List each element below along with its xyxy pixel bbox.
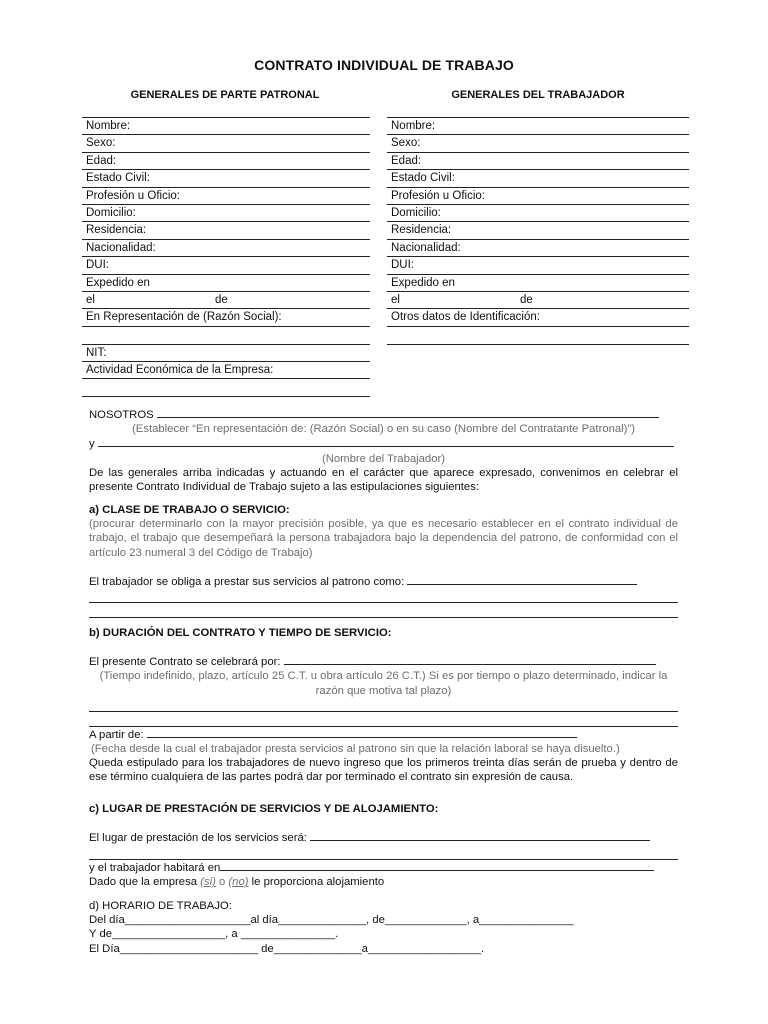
trabajador-field[interactable]: Nacionalidad: (387, 239, 689, 256)
blank-line[interactable] (89, 589, 678, 603)
nosotros-hint: (Establecer “En representación de: (Razón Social) o en su caso (Nombre del Contratante Patronal)”) (132, 423, 635, 436)
partir-label: A partir de: (89, 728, 144, 741)
horario-line-2[interactable]: Y de__________________, a _______________. (89, 928, 339, 941)
lugar-blank[interactable] (310, 830, 650, 841)
blank-line[interactable] (89, 603, 678, 617)
patronal-field[interactable]: Profesión u Oficio: (82, 187, 370, 204)
section-c (89, 802, 678, 889)
blank-line[interactable] (89, 698, 678, 712)
section-d-heading: d) HORARIO DE TRABAJO: (89, 900, 232, 912)
trabajador-field[interactable]: Sexo: (387, 134, 689, 151)
prueba-paragraph: Queda estipulado para los trabajadores de nuevo ingreso que los primeros treinta días serán de prueba y dentro de ese término cualquiera de las partes podrá dar por terminado el contrato sin expresión de causa. (89, 757, 678, 784)
trabajador-field[interactable]: Residencia: (387, 221, 689, 238)
patronal-field-end[interactable] (82, 378, 370, 397)
patronal-field[interactable]: NIT: (82, 344, 370, 361)
patronal-field[interactable]: DUI: (82, 256, 370, 273)
horario-line-3[interactable]: El Día______________________ de______________a__________________. (89, 942, 485, 955)
servicio-label: El trabajador se obliga a prestar sus servicios al patrono como: (89, 575, 405, 588)
el-label: el (391, 293, 400, 306)
heading-patronal: GENERALES DE PARTE PATRONAL (130, 89, 320, 101)
servicio-blank[interactable] (407, 574, 637, 585)
trabajador-field[interactable]: Profesión u Oficio: (387, 187, 689, 204)
section-a-heading: a) CLASE DE TRABAJO O SERVICIO: (89, 504, 290, 516)
trabajador-hint: (Nombre del Trabajador) (321, 452, 446, 465)
patronal-field[interactable]: Sexo: (82, 134, 370, 151)
habitara-label: y el trabajador habitará en (89, 861, 221, 874)
section-a-hint: (procurar determinarlo con la mayor precisión posible, ya que es necesario establecer en el contrato individual de trabajo, el trabajo que desempeñará la persona trabajadora bajo la dependencia del patrono, de conformidad con el artículo 23 numeral 3 del Código de Trabajo) (89, 518, 678, 559)
duracion-label: El presente Contrato se celebrará por: (89, 656, 281, 669)
partir-hint: (Fecha desde la cual el trabajador presta servicios al patrono sin que la relación laboral se haya disuelto.) (91, 742, 620, 755)
blank-line[interactable] (89, 712, 678, 726)
alojamiento-label: le proporciona alojamiento (251, 876, 385, 888)
duracion-hint: (Tiempo indefinido, plazo, artículo 25 C.T. u obra artículo 26 C.T.) Si es por tiempo o plazo determinado, indicar la razón que motiva tal plazo) (99, 670, 668, 697)
habitara-line[interactable] (89, 860, 678, 875)
horario-line-1[interactable]: Del día____________________al día______________, de_____________, a_______________ (89, 914, 574, 927)
duracion-blank[interactable] (284, 654, 656, 665)
patronal-field[interactable]: Edad: (82, 152, 370, 169)
servicio-line[interactable] (89, 574, 678, 589)
trabajador-name-line[interactable] (89, 436, 678, 451)
section-c-heading: c) LUGAR DE PRESTACIÓN DE SERVICIOS Y DE ALOJAMIENTO: (89, 803, 439, 815)
trabajador-field[interactable]: Domicilio: (387, 204, 689, 221)
trabajador-field[interactable]: Edad: (387, 152, 689, 169)
section-b (89, 626, 678, 784)
heading-trabajador: GENERALES DEL TRABAJADOR (451, 89, 625, 101)
patronal-field-date[interactable] (82, 291, 370, 308)
nosotros-block (89, 407, 678, 494)
patronal-field[interactable]: Residencia: (82, 221, 370, 238)
document-title: CONTRATO INDIVIDUAL DE TRABAJO (254, 57, 514, 73)
nosotros-blank[interactable] (157, 407, 659, 418)
patronal-field[interactable]: En Representación de (Razón Social): (82, 308, 370, 325)
lugar-label: El lugar de prestación de los servicios será: (89, 832, 307, 845)
section-b-heading: b) DURACIÓN DEL CONTRATO Y TIEMPO DE SERVICIO: (89, 627, 392, 639)
patronal-fields (82, 117, 370, 397)
trabajador-field-date[interactable] (387, 291, 689, 308)
habitara-blank[interactable] (220, 860, 654, 871)
patronal-field[interactable]: Nombre: (82, 117, 370, 134)
trabajador-field[interactable]: Nombre: (387, 117, 689, 134)
trabajador-field-end[interactable] (387, 326, 689, 345)
de-label: de (520, 293, 533, 306)
trabajador-field[interactable]: Estado Civil: (387, 169, 689, 186)
partir-blank[interactable] (147, 727, 577, 738)
lugar-line[interactable] (89, 830, 678, 845)
patronal-field[interactable]: Nacionalidad: (82, 239, 370, 256)
nosotros-line[interactable] (89, 407, 678, 422)
no-option[interactable]: (no) (228, 876, 249, 888)
trabajador-blank[interactable] (98, 436, 674, 447)
o-label: o (218, 876, 226, 888)
empresa-label: Dado que la empresa (89, 876, 198, 888)
el-label: el (86, 293, 95, 306)
partir-line[interactable] (89, 727, 678, 742)
trabajador-field[interactable]: DUI: (387, 256, 689, 273)
blank-line[interactable] (89, 845, 678, 859)
trabajador-field[interactable]: Otros datos de Identificación: (387, 308, 689, 325)
trabajador-fields (387, 117, 689, 345)
nosotros-label: NOSOTROS (89, 409, 154, 421)
si-option[interactable]: (si) (200, 876, 216, 888)
patronal-field[interactable] (82, 326, 370, 344)
patronal-field[interactable]: Expedido en (82, 274, 370, 291)
de-label: de (215, 293, 228, 306)
alojamiento-line (89, 875, 678, 889)
section-d (89, 899, 678, 956)
intro-paragraph: De las generales arriba indicadas y actuando en el carácter que aparece expresado, convenimos en celebrar el presente Contrato Individual de Trabajo sujeto a las estipulaciones siguientes: (89, 466, 678, 494)
y-label: y (89, 438, 95, 451)
patronal-field[interactable]: Estado Civil: (82, 169, 370, 186)
duracion-line[interactable] (89, 654, 678, 669)
patronal-field[interactable]: Actividad Económica de la Empresa: (82, 361, 370, 378)
patronal-field[interactable]: Domicilio: (82, 204, 370, 221)
trabajador-field[interactable]: Expedido en (387, 274, 689, 291)
section-a (89, 503, 678, 618)
